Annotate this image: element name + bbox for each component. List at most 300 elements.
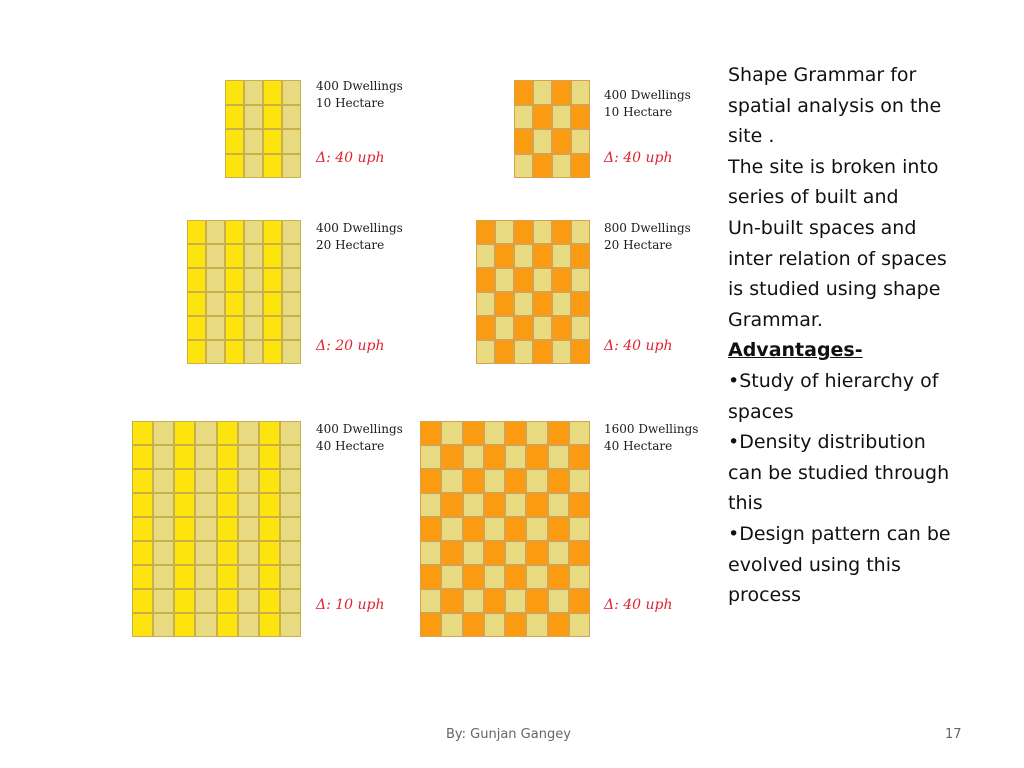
dwellings-count: 400 Dwellings (316, 79, 403, 93)
plot-cell (154, 422, 173, 444)
plot-cell (264, 155, 281, 178)
plot-cell (515, 245, 532, 267)
diagram-label-o2 (604, 220, 691, 254)
plot-cell (239, 542, 258, 564)
plot-cell (570, 422, 589, 444)
plot-cell (239, 470, 258, 492)
plot-cell (154, 518, 173, 540)
plot-cell (553, 106, 570, 129)
plot-cell (260, 590, 279, 612)
plot-cell (245, 81, 262, 104)
grid-diagram-400-dwellings-10-hectare-yellow (225, 80, 301, 178)
plot-cell (154, 542, 173, 564)
plot-cell (570, 446, 589, 468)
plot-cell (515, 221, 532, 243)
site-area: 10 Hectare (604, 105, 673, 119)
plot-cell (245, 106, 262, 129)
plot-cell (464, 590, 483, 612)
site-area: 40 Hectare (604, 439, 673, 453)
intro-line: Grammar. (728, 308, 823, 331)
plot-cell (239, 422, 258, 444)
plot-cell (496, 317, 513, 339)
plot-cell (549, 422, 568, 444)
dwellings-count: 1600 Dwellings (604, 422, 699, 436)
plot-cell (549, 470, 568, 492)
grid-diagram-800-dwellings-20-hectare (476, 220, 590, 364)
diagram-label-o1 (604, 87, 691, 121)
plot-cell (464, 494, 483, 516)
grid-diagram-1600-dwellings-40-hectare (420, 421, 590, 637)
plot-cell (477, 269, 494, 291)
intro-line: inter relation of spaces (728, 247, 947, 270)
advantage-line: evolved using this (728, 553, 901, 576)
site-area: 20 Hectare (316, 238, 385, 252)
plot-cell (506, 518, 525, 540)
plot-cell (534, 341, 551, 363)
plot-cell (506, 590, 525, 612)
plot-cell (442, 614, 461, 636)
plot-cell (239, 566, 258, 588)
plot-cell (245, 155, 262, 178)
dwellings-count: 800 Dwellings (604, 221, 691, 235)
plot-cell (133, 614, 152, 636)
plot-cell (281, 590, 300, 612)
plot-cell (534, 245, 551, 267)
plot-cell (442, 566, 461, 588)
plot-cell (442, 590, 461, 612)
plot-cell (496, 245, 513, 267)
plot-cell (553, 341, 570, 363)
plot-cell (572, 130, 589, 153)
plot-cell (442, 422, 461, 444)
plot-cell (245, 245, 262, 267)
plot-cell (260, 422, 279, 444)
plot-cell (175, 566, 194, 588)
plot-cell (207, 269, 224, 291)
plot-cell (464, 542, 483, 564)
plot-cell (260, 566, 279, 588)
site-area: 40 Hectare (316, 439, 385, 453)
plot-cell (196, 494, 215, 516)
plot-cell (527, 470, 546, 492)
plot-cell (283, 293, 300, 315)
plot-cell (506, 470, 525, 492)
advantage-line: process (728, 584, 802, 607)
plot-cell (515, 106, 532, 129)
plot-cell (506, 494, 525, 516)
plot-cell (485, 470, 504, 492)
plot-cell (281, 470, 300, 492)
plot-cell (553, 155, 570, 178)
plot-cell (245, 317, 262, 339)
plot-cell (442, 494, 461, 516)
plot-cell (218, 542, 237, 564)
site-area: 20 Hectare (604, 238, 673, 252)
diagram-label-o3 (604, 421, 698, 455)
plot-cell (239, 590, 258, 612)
plot-cell (239, 614, 258, 636)
grid-diagram-400-dwellings-10-hectare-orange (514, 80, 590, 178)
plot-cell (485, 614, 504, 636)
plot-cell (553, 221, 570, 243)
plot-cell (485, 518, 504, 540)
plot-cell (226, 81, 243, 104)
plot-cell (421, 446, 440, 468)
plot-cell (281, 542, 300, 564)
plot-cell (283, 155, 300, 178)
plot-cell (281, 422, 300, 444)
plot-cell (283, 106, 300, 129)
plot-cell (133, 566, 152, 588)
plot-cell (506, 614, 525, 636)
plot-cell (133, 518, 152, 540)
plot-cell (570, 614, 589, 636)
plot-cell (226, 293, 243, 315)
plot-cell (218, 566, 237, 588)
advantage-line: this (728, 492, 763, 515)
plot-cell (421, 590, 440, 612)
plot-cell (264, 293, 281, 315)
grid-diagram-400-dwellings-40-hectare (132, 421, 301, 637)
plot-cell (464, 566, 483, 588)
plot-cell (196, 542, 215, 564)
plot-cell (239, 518, 258, 540)
intro-line: Un-built spaces and (728, 216, 917, 239)
plot-cell (572, 155, 589, 178)
footer-author: By: Gunjan Gangey (446, 727, 571, 742)
plot-cell (207, 341, 224, 363)
plot-cell (515, 341, 532, 363)
plot-cell (196, 614, 215, 636)
site-area: 10 Hectare (316, 96, 385, 110)
density-label: Δ: 10 uph (316, 597, 385, 613)
plot-cell (264, 341, 281, 363)
plot-cell (239, 446, 258, 468)
plot-cell (464, 422, 483, 444)
plot-cell (226, 245, 243, 267)
plot-cell (283, 341, 300, 363)
plot-cell (572, 245, 589, 267)
plot-cell (570, 494, 589, 516)
plot-cell (549, 518, 568, 540)
plot-cell (421, 566, 440, 588)
plot-cell (421, 614, 440, 636)
plot-cell (442, 446, 461, 468)
plot-cell (154, 470, 173, 492)
plot-cell (133, 422, 152, 444)
plot-cell (154, 614, 173, 636)
plot-cell (133, 494, 152, 516)
intro-line: spatial analysis on the (728, 94, 942, 117)
plot-cell (196, 470, 215, 492)
plot-cell (515, 317, 532, 339)
plot-cell (281, 614, 300, 636)
plot-cell (260, 494, 279, 516)
page-number: 17 (945, 727, 962, 742)
plot-cell (133, 470, 152, 492)
dwellings-count: 400 Dwellings (316, 221, 403, 235)
plot-cell (133, 542, 152, 564)
plot-cell (226, 341, 243, 363)
plot-cell (260, 614, 279, 636)
plot-cell (175, 518, 194, 540)
intro-line: is studied using shape (728, 278, 941, 301)
advantage-line: •Design pattern can be (728, 522, 951, 545)
plot-cell (175, 494, 194, 516)
intro-line: Shape Grammar for (728, 64, 917, 86)
plot-cell (207, 245, 224, 267)
plot-cell (207, 221, 224, 243)
plot-cell (226, 221, 243, 243)
plot-cell (188, 221, 205, 243)
plot-cell (239, 494, 258, 516)
plot-cell (188, 341, 205, 363)
plot-cell (534, 293, 551, 315)
plot-cell (218, 470, 237, 492)
plot-cell (281, 566, 300, 588)
plot-cell (196, 518, 215, 540)
plot-cell (283, 245, 300, 267)
plot-cell (527, 542, 546, 564)
diagram-label-y2 (316, 220, 403, 254)
plot-cell (534, 130, 551, 153)
plot-cell (283, 317, 300, 339)
advantage-line: can be studied through (728, 461, 950, 484)
plot-cell (496, 269, 513, 291)
plot-cell (226, 130, 243, 153)
plot-cell (553, 317, 570, 339)
plot-cell (549, 542, 568, 564)
plot-cell (175, 422, 194, 444)
plot-cell (506, 446, 525, 468)
plot-cell (485, 566, 504, 588)
plot-cell (218, 518, 237, 540)
plot-cell (572, 106, 589, 129)
plot-cell (283, 269, 300, 291)
plot-cell (154, 446, 173, 468)
advantages-heading: Advantages- (728, 339, 863, 362)
plot-cell (281, 494, 300, 516)
plot-cell (527, 446, 546, 468)
plot-cell (154, 590, 173, 612)
plot-cell (188, 245, 205, 267)
plot-cell (572, 317, 589, 339)
intro-line: series of built and (728, 186, 899, 209)
plot-cell (515, 269, 532, 291)
plot-cell (260, 542, 279, 564)
density-label: Δ: 40 uph (316, 150, 385, 166)
plot-cell (133, 590, 152, 612)
plot-cell (485, 590, 504, 612)
plot-cell (485, 494, 504, 516)
plot-cell (264, 106, 281, 129)
plot-cell (572, 293, 589, 315)
plot-cell (527, 590, 546, 612)
plot-cell (477, 221, 494, 243)
plot-cell (549, 494, 568, 516)
plot-cell (553, 293, 570, 315)
plot-cell (264, 317, 281, 339)
plot-cell (506, 422, 525, 444)
plot-cell (515, 155, 532, 178)
plot-cell (442, 470, 461, 492)
plot-cell (570, 470, 589, 492)
plot-cell (421, 494, 440, 516)
plot-cell (549, 614, 568, 636)
dwellings-count: 400 Dwellings (316, 422, 403, 436)
intro-line: The site is broken into (728, 155, 939, 178)
plot-cell (260, 470, 279, 492)
plot-cell (281, 518, 300, 540)
plot-cell (264, 269, 281, 291)
plot-cell (477, 293, 494, 315)
plot-cell (442, 518, 461, 540)
plot-cell (188, 269, 205, 291)
plot-cell (534, 155, 551, 178)
plot-cell (421, 518, 440, 540)
plot-cell (477, 341, 494, 363)
plot-cell (245, 130, 262, 153)
density-label: Δ: 40 uph (604, 150, 673, 166)
density-label: Δ: 20 uph (316, 338, 385, 354)
plot-cell (572, 81, 589, 104)
plot-cell (549, 446, 568, 468)
slide-body-text (728, 60, 988, 611)
plot-cell (281, 446, 300, 468)
plot-cell (188, 317, 205, 339)
intro-paragraph (728, 60, 988, 335)
plot-cell (553, 130, 570, 153)
grid-diagram-400-dwellings-20-hectare (187, 220, 301, 364)
plot-cell (485, 422, 504, 444)
plot-cell (515, 130, 532, 153)
plot-cell (534, 221, 551, 243)
plot-cell (527, 494, 546, 516)
plot-cell (421, 470, 440, 492)
dwellings-count: 400 Dwellings (604, 88, 691, 102)
plot-cell (527, 566, 546, 588)
plot-cell (218, 446, 237, 468)
plot-cell (477, 317, 494, 339)
plot-cell (570, 566, 589, 588)
plot-cell (421, 422, 440, 444)
plot-cell (133, 446, 152, 468)
density-label: Δ: 40 uph (604, 597, 673, 613)
plot-cell (218, 590, 237, 612)
advantage-line: •Density distribution (728, 431, 926, 454)
plot-cell (572, 341, 589, 363)
plot-cell (154, 566, 173, 588)
advantage-line: •Study of hierarchy of (728, 369, 939, 392)
plot-cell (196, 566, 215, 588)
plot-cell (570, 518, 589, 540)
plot-cell (496, 293, 513, 315)
plot-cell (283, 130, 300, 153)
plot-cell (218, 494, 237, 516)
plot-cell (175, 614, 194, 636)
plot-cell (196, 422, 215, 444)
plot-cell (245, 293, 262, 315)
plot-cell (527, 614, 546, 636)
plot-cell (264, 221, 281, 243)
plot-cell (245, 341, 262, 363)
plot-cell (464, 614, 483, 636)
plot-cell (175, 446, 194, 468)
plot-cell (196, 590, 215, 612)
plot-cell (477, 245, 494, 267)
plot-cell (527, 518, 546, 540)
plot-cell (218, 614, 237, 636)
plot-cell (485, 446, 504, 468)
plot-cell (218, 422, 237, 444)
plot-cell (464, 470, 483, 492)
plot-cell (553, 269, 570, 291)
advantage-line: spaces (728, 400, 794, 423)
plot-cell (570, 590, 589, 612)
plot-cell (549, 590, 568, 612)
plot-cell (175, 590, 194, 612)
plot-cell (226, 269, 243, 291)
plot-cell (207, 317, 224, 339)
plot-cell (226, 317, 243, 339)
plot-cell (515, 81, 532, 104)
plot-cell (154, 494, 173, 516)
plot-cell (421, 542, 440, 564)
diagram-label-y3 (316, 421, 403, 455)
plot-cell (264, 81, 281, 104)
plot-cell (264, 130, 281, 153)
plot-cell (506, 566, 525, 588)
plot-cell (175, 470, 194, 492)
plot-cell (534, 317, 551, 339)
plot-cell (553, 245, 570, 267)
intro-line: site . (728, 125, 775, 148)
plot-cell (534, 106, 551, 129)
plot-cell (226, 155, 243, 178)
plot-cell (175, 542, 194, 564)
plot-cell (188, 293, 205, 315)
plot-cell (196, 446, 215, 468)
plot-cell (283, 81, 300, 104)
plot-cell (464, 446, 483, 468)
plot-cell (534, 81, 551, 104)
plot-cell (260, 446, 279, 468)
plot-cell (283, 221, 300, 243)
plot-cell (553, 81, 570, 104)
plot-cell (496, 221, 513, 243)
diagram-label-y1 (316, 78, 403, 112)
plot-cell (245, 269, 262, 291)
plot-cell (572, 221, 589, 243)
plot-cell (534, 269, 551, 291)
plot-cell (496, 341, 513, 363)
plot-cell (527, 422, 546, 444)
plot-cell (549, 566, 568, 588)
plot-cell (245, 221, 262, 243)
plot-cell (442, 542, 461, 564)
plot-cell (464, 518, 483, 540)
plot-cell (515, 293, 532, 315)
plot-cell (260, 518, 279, 540)
plot-cell (264, 245, 281, 267)
plot-cell (207, 293, 224, 315)
plot-cell (226, 106, 243, 129)
advantages-list (728, 366, 988, 611)
plot-cell (570, 542, 589, 564)
plot-cell (506, 542, 525, 564)
density-label: Δ: 40 uph (604, 338, 673, 354)
plot-cell (572, 269, 589, 291)
